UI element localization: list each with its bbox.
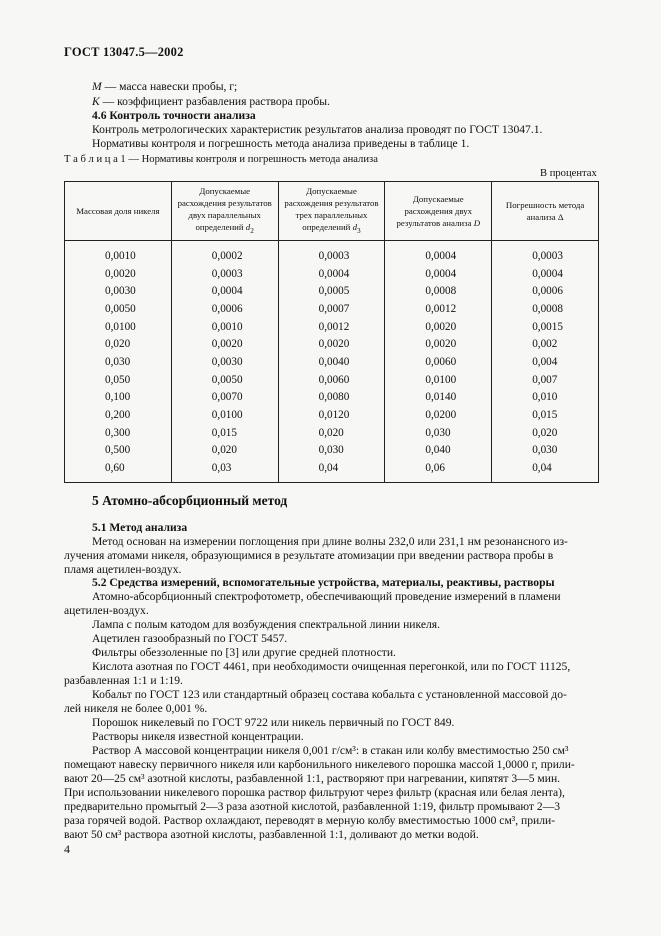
table-cell: 0,0007 (278, 300, 385, 318)
table-cell: 0,004 (492, 353, 599, 371)
section-5-1-title: 5.1 Метод анализа (92, 521, 188, 534)
table-cell: 0,0004 (385, 241, 492, 265)
solution-a-line-2: помещают навеску первичного никеля или карбонильного никелевого порошка массой 1,0000 г, прили- (64, 758, 575, 771)
table-cell: 0,0060 (385, 353, 492, 371)
norms-table (64, 181, 599, 483)
table-cell: 0,020 (492, 424, 599, 442)
table-cell: 0,0002 (171, 241, 278, 265)
table-row (65, 241, 599, 265)
table-cell: 0,0100 (385, 371, 492, 389)
table-cell: 0,020 (171, 442, 278, 460)
table-cell: 0,0004 (171, 282, 278, 300)
solution-a-line-6: раза горячей водой. Раствор охлаждают, переводят в мерную колбу вместимостью 1000 см³, прили- (64, 814, 556, 827)
table-cell: 0,06 (385, 459, 492, 482)
table-cell: 0,030 (278, 442, 385, 460)
table-row (65, 282, 599, 300)
table-cell: 0,0040 (278, 353, 385, 371)
table-row (65, 459, 599, 482)
table-cell: 0,300 (65, 424, 172, 442)
legend-m: M — масса навески пробы, г; (92, 80, 238, 93)
section-5-2-title: 5.2 Средства измерений, вспомогательные устройства, материалы, реактивы, растворы (92, 576, 555, 589)
section-5-2-line-6: Кислота азотная по ГОСТ 4461, при необходимости очищенная перегонкой, или по ГОСТ 11125, (92, 660, 571, 673)
section-5-2-line-5: Фильтры обеззоленные по [3] или другие средней плотности. (92, 646, 396, 659)
section-5-2-line-4: Ацетилен газообразный по ГОСТ 5457. (92, 632, 288, 645)
table-cell: 0,030 (385, 424, 492, 442)
table-cell: 0,0020 (385, 335, 492, 353)
table-cell: 0,0060 (278, 371, 385, 389)
section-4-6-line-1: Контроль метрологических характеристик результатов анализа проводят по ГОСТ 13047.1. (92, 123, 543, 136)
section-5-2-line-2: ацетилен-воздух. (64, 604, 149, 617)
legend-k: K — коэффициент разбавления раствора пробы. (92, 95, 330, 108)
section-4-6-title: 4.6 Контроль точности анализа (92, 109, 256, 122)
table-cell: 0,0004 (278, 265, 385, 283)
column-header: Допускаемые расхождения двух результатов анализа D (385, 182, 492, 241)
table-unit: В процентах (540, 168, 597, 179)
table-cell: 0,0120 (278, 406, 385, 424)
table-row (65, 424, 599, 442)
table-cell: 0,030 (65, 353, 172, 371)
table-cell: 0,0008 (492, 300, 599, 318)
table-cell: 0,0005 (278, 282, 385, 300)
table-cell: 0,0200 (385, 406, 492, 424)
column-header: Допускаемые расхождения результатов трех параллельных определений $d_3$ (278, 182, 385, 241)
table-cell: 0,010 (492, 389, 599, 407)
table-cell: 0,002 (492, 335, 599, 353)
table-cell: 0,0020 (171, 335, 278, 353)
solution-a-line-1: Раствор А массовой концентрации никеля 0,001 г/см³: в стакан или колбу вместимостью 250 см³ (92, 744, 569, 757)
section-5-2-line-1: Атомно-абсорбционный спектрофотометр, обеспечивающий проведение измерений в пламени (92, 590, 561, 603)
section-5-2-line-10: Порошок никелевый по ГОСТ 9722 или никель первичный по ГОСТ 849. (92, 716, 455, 729)
table-cell: 0,60 (65, 459, 172, 482)
section-5-title: 5 Атомно-абсорбционный метод (92, 493, 288, 508)
table-cell: 0,0100 (65, 318, 172, 336)
page-number: 4 (64, 842, 70, 856)
table-cell: 0,0070 (171, 389, 278, 407)
column-header: Допускаемые расхождения результатов двух параллельных определений $d_2$ (171, 182, 278, 241)
table-cell: 0,0003 (171, 265, 278, 283)
table-cell: 0,0050 (171, 371, 278, 389)
table-cell: 0,0012 (385, 300, 492, 318)
section-4-6-line-2: Нормативы контроля и погрешность метода анализа приведены в таблице 1. (92, 137, 470, 150)
section-5-2-line-9: лей никеля не более 0,001 %. (64, 702, 208, 715)
table-cell: 0,0015 (492, 318, 599, 336)
table-cell: 0,0100 (171, 406, 278, 424)
table-cell: 0,007 (492, 371, 599, 389)
table-cell: 0,040 (385, 442, 492, 460)
table-cell: 0,0008 (385, 282, 492, 300)
table-cell: 0,0010 (65, 241, 172, 265)
solution-a-line-4: При использовании никелевого порошка раствор фильтруют через фильтр (красная или белая лента), (64, 786, 565, 799)
table-row (65, 335, 599, 353)
table-cell: 0,0004 (492, 265, 599, 283)
table-cell: 0,0030 (65, 282, 172, 300)
table-row (65, 406, 599, 424)
table-row (65, 265, 599, 283)
table-header-row (65, 182, 599, 241)
column-header: Погрешность метода анализа Δ (492, 182, 599, 241)
table-cell: 0,030 (492, 442, 599, 460)
table-cell: 0,0050 (65, 300, 172, 318)
table-cell: 0,020 (65, 335, 172, 353)
section-5-2-line-7: разбавленная 1:1 и 1:19. (64, 674, 183, 687)
table-cell: 0,0003 (278, 241, 385, 265)
solution-a-line-3: вают 20—25 см³ азотной кислоты, разбавленной 1:1, растворяют при нагревании, кипятят 3—5 мин. (64, 772, 561, 785)
table-cell: 0,050 (65, 371, 172, 389)
table-cell: 0,020 (278, 424, 385, 442)
table-cell: 0,015 (492, 406, 599, 424)
table-cell: 0,015 (171, 424, 278, 442)
section-5-1-line-1: Метод основан на измерении поглощения при длине волны 232,0 или 231,1 нм резонансного из- (92, 535, 568, 548)
table-row (65, 389, 599, 407)
table-cell: 0,100 (65, 389, 172, 407)
table-row (65, 371, 599, 389)
section-5-2-line-3: Лампа с полым катодом для возбуждения спектральной линии никеля. (92, 618, 440, 631)
section-5-1-line-3: пламя ацетилен-воздух. (64, 563, 182, 576)
table-cell: 0,0006 (171, 300, 278, 318)
table-cell: 0,04 (278, 459, 385, 482)
table-cell: 0,0020 (65, 265, 172, 283)
section-5-2-line-8: Кобальт по ГОСТ 123 или стандартный образец состава кобальта с установленной массовой до- (92, 688, 567, 701)
table-row (65, 442, 599, 460)
table-cell: 0,0006 (492, 282, 599, 300)
table-cell: 0,0080 (278, 389, 385, 407)
column-header: Массовая доля никеля (65, 182, 172, 241)
table-cell: 0,0030 (171, 353, 278, 371)
table-row (65, 353, 599, 371)
document-code: ГОСТ 13047.5—2002 (64, 45, 184, 59)
section-5-1-line-2: лучения атомами никеля, образующимися в результате атомизации при введении раствора пробы в (64, 549, 554, 562)
table-cell: 0,0140 (385, 389, 492, 407)
solution-a-line-7: вают 50 см³ раствора азотной кислоты, разбавленной 1:1, доливают до метки водой. (64, 828, 479, 841)
table-cell: 0,0003 (492, 241, 599, 265)
table-cell: 0,0020 (278, 335, 385, 353)
section-5-2-line-11: Растворы никеля известной концентрации. (92, 730, 304, 743)
table-cell: 0,0020 (385, 318, 492, 336)
table-row (65, 300, 599, 318)
table-cell: 0,200 (65, 406, 172, 424)
solution-a-line-5: предварительно промытый 2—3 раза азотной кислотой, разбавленной 1:19, фильтр промывают 2—3 (64, 800, 561, 813)
table-cell: 0,04 (492, 459, 599, 482)
table-body (65, 241, 599, 483)
table-cell: 0,0012 (278, 318, 385, 336)
table-cell: 0,0010 (171, 318, 278, 336)
table-cell: 0,0004 (385, 265, 492, 283)
table-cell: 0,03 (171, 459, 278, 482)
table-caption: Т а б л и ц а 1 — Нормативы контроля и погрешность метода анализа (64, 154, 378, 165)
table-row (65, 318, 599, 336)
table-cell: 0,500 (65, 442, 172, 460)
